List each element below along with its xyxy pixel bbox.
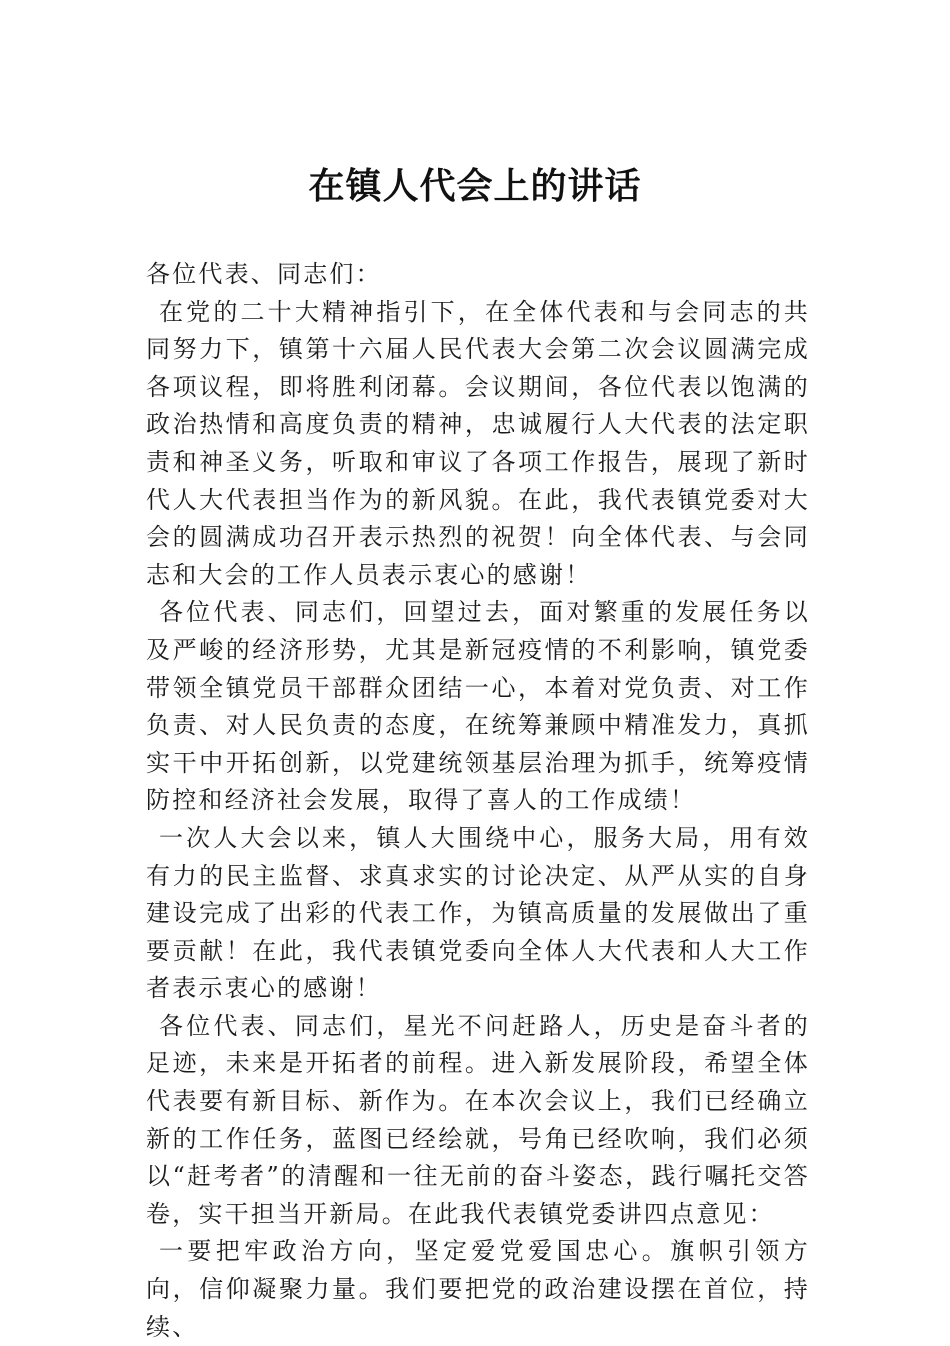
paragraph-5: 一要把牢政治方向，坚定爱党爱国忠心。旗帜引领方向，信仰凝聚力量。我们要把党的政治建设摆在首位，持续、 bbox=[146, 1237, 810, 1341]
document-title: 在镇人代会上的讲话 bbox=[308, 165, 642, 207]
salutation: 各位代表、同志们： bbox=[146, 260, 382, 288]
paragraph-4: 各位代表、同志们，星光不问赶路人，历史是奋斗者的足迹，未来是开拓者的前程。进入新发展阶段，希望全体代表要有新目标、新作为。在本次会议上，我们已经确立新的工作任务，蓝图已经绘就，号角已经吹响，我们必须以“赶考者”的清醒和一往无前的奋斗姿态，践行嘱托交答卷，实干担当开新局。在此我代表镇党委讲四点意见： bbox=[146, 1011, 810, 1228]
document-body bbox=[146, 256, 810, 1346]
paragraph-3: 一次人大会以来，镇人大围绕中心，服务大局，用有效有力的民主监督、求真求实的讨论决定、从严从实的自身建设完成了出彩的代表工作，为镇高质量的发展做出了重要贡献！在此，我代表镇党委向全体人大代表和人大工作者表示衷心的感谢！ bbox=[146, 823, 810, 1003]
paragraph-1: 在党的二十大精神指引下，在全体代表和与会同志的共同努力下，镇第十六届人民代表大会第二次会议圆满完成各项议程，即将胜利闭幕。会议期间，各位代表以饱满的政治热情和高度负责的精神，忠诚履行人大代表的法定职责和神圣义务，听取和审议了各项工作报告，展现了新时代人大代表担当作为的新风貌。在此，我代表镇党委对大会的圆满成功召开表示热烈的祝贺！向全体代表、与会同志和大会的工作人员表示衷心的感谢！ bbox=[146, 297, 810, 589]
paragraph-2: 各位代表、同志们，回望过去，面对繁重的发展任务以及严峻的经济形势，尤其是新冠疫情的不利影响，镇党委带领全镇党员干部群众团结一心，本着对党负责、对工作负责、对人民负责的态度，在统筹兼顾中精准发力，真抓实干中开拓创新，以党建统领基层治理为抓手，统筹疫情防控和经济社会发展，取得了喜人的工作成绩！ bbox=[146, 598, 810, 815]
